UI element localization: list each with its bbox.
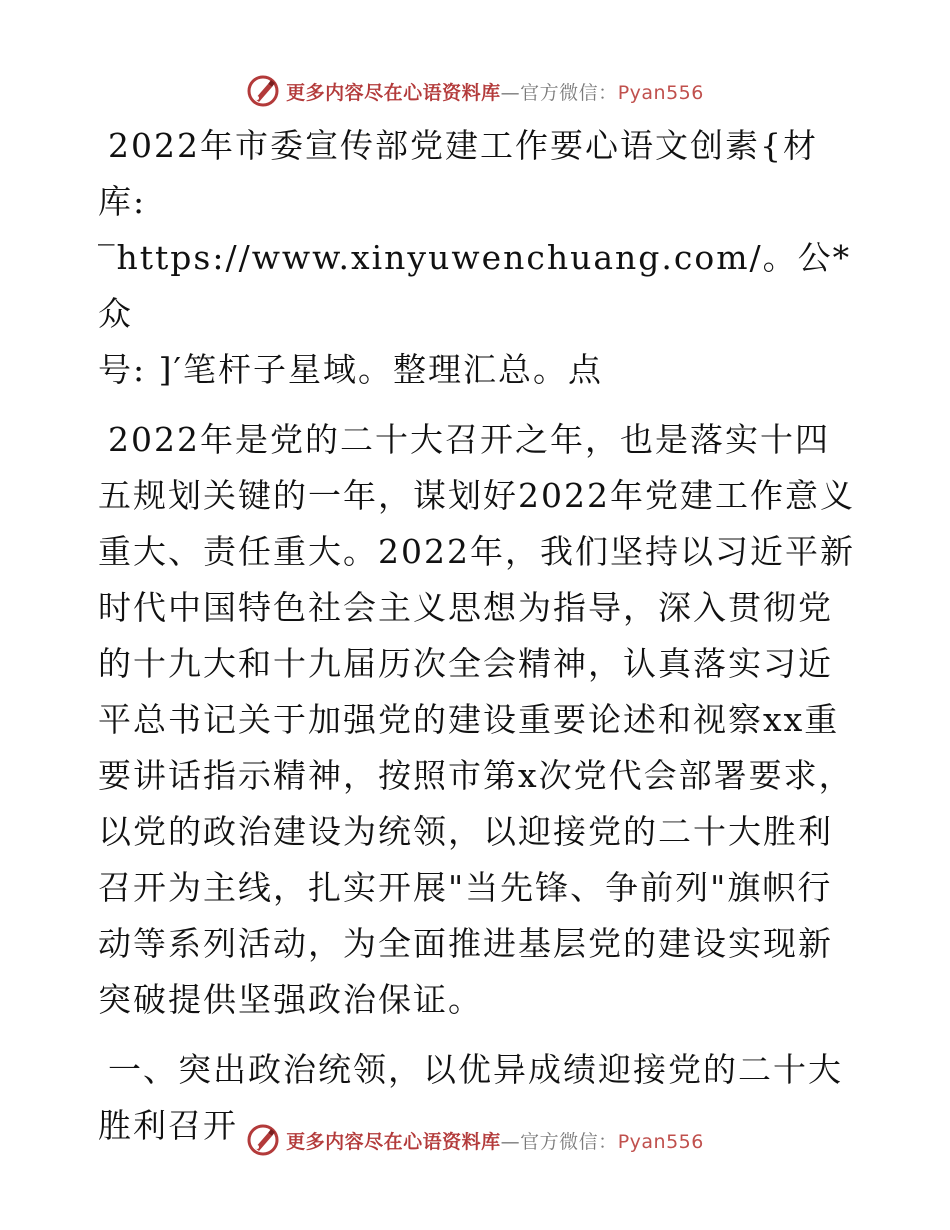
banner-main-text: 更多内容尽在心语资料库 [286, 1130, 501, 1153]
title-line-3: 号: ]′笔杆子星域。整理汇总。点 [98, 350, 603, 389]
paragraph-intro: 2022年是党的二十大召开之年，也是落实十四五规划关键的一年，谋划好2022年党建工作意义重大、责任重大。2022年，我们坚持以习近平新时代中国特色社会主义思想为指导，深入贯彻党的十九大和十九届历次全会精神，认真落实习近平总书记关于加强党的建设重要论述和视察xx重要讲话指示精神，按照市第x次党代会部署要求，以党的政治建设为统领，以迎接党的二十大胜利召开为主线，扎实开展"当先锋、争前列"旗帜行动等系列活动，为全面推进基层党的建设实现新突破提供坚强政治保证。 [98, 420, 855, 1019]
title-line-2: ‾https://www.xinyuwenchuang.com/。公*众 [98, 238, 852, 333]
section-heading-1: 一、突出政治统领，以优异成绩迎接党的二十大胜利召开 [98, 1050, 843, 1145]
banner-wechat-label: 官方微信： [520, 1130, 618, 1153]
document-title [98, 118, 858, 398]
banner-wechat-id: Pyan556 [617, 1130, 704, 1153]
banner-text [286, 78, 704, 105]
document-body [98, 118, 858, 1154]
banner-main-text: 更多内容尽在心语资料库 [286, 81, 501, 104]
banner-separator: — [500, 1130, 521, 1153]
banner-text [286, 1127, 704, 1154]
pen-logo-icon [246, 1123, 280, 1157]
title-line-1: 2022年市委宣传部党建工作要心语文创素{材库: [98, 126, 818, 221]
pen-logo-icon [246, 74, 280, 108]
banner-wechat-label: 官方微信： [520, 81, 618, 104]
footer-watermark-banner [0, 1120, 950, 1160]
banner-wechat-id: Pyan556 [617, 81, 704, 104]
banner-separator: — [500, 81, 521, 104]
header-watermark-banner [0, 71, 950, 111]
